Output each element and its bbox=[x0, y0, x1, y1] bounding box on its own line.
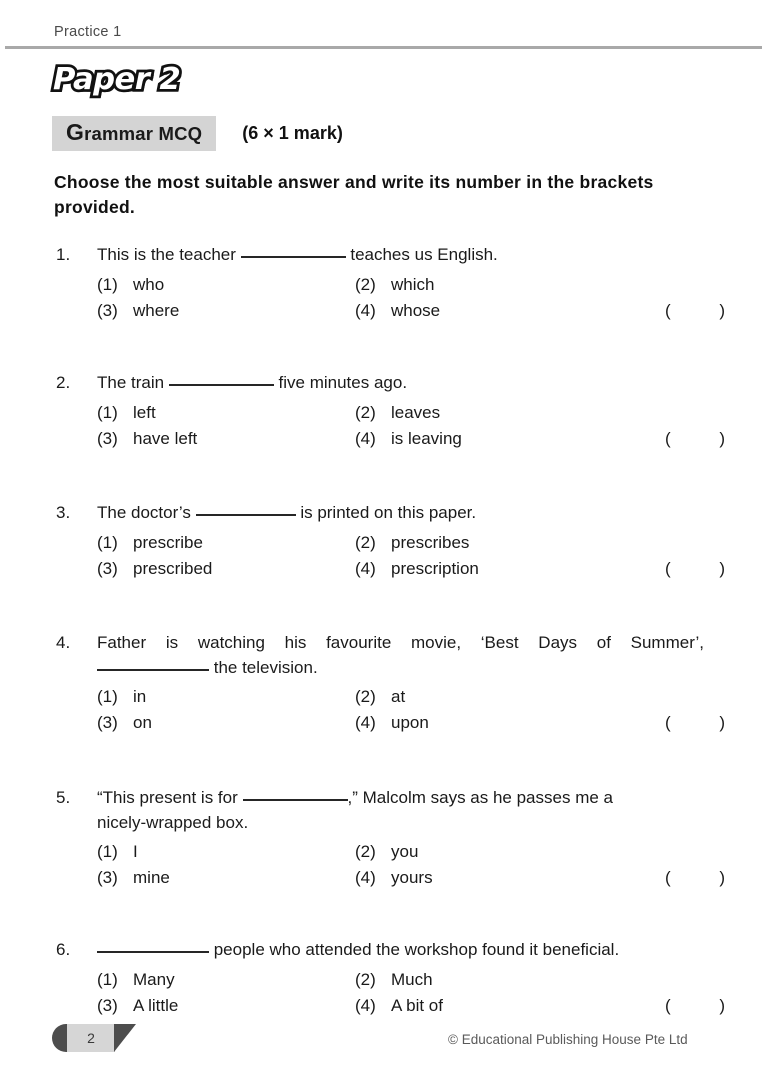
stem-after-blank: ,” Malcolm says as he passes me a bbox=[347, 788, 613, 807]
question-number: 5. bbox=[56, 788, 71, 807]
page-title: Paper 2 bbox=[53, 62, 181, 97]
bracket-open: ( bbox=[665, 428, 671, 448]
question-item bbox=[56, 631, 725, 736]
question-number: 2. bbox=[56, 373, 71, 392]
section-header bbox=[52, 116, 343, 151]
option-text: whose bbox=[391, 300, 441, 320]
page-tab-arrow-icon bbox=[114, 1024, 136, 1052]
option-4[interactable] bbox=[355, 710, 429, 736]
option-2[interactable] bbox=[355, 839, 418, 865]
bracket-close: ) bbox=[719, 995, 725, 1015]
option-3[interactable] bbox=[97, 710, 152, 736]
bracket-open: ( bbox=[665, 995, 671, 1015]
option-row bbox=[97, 298, 725, 324]
answer-bracket-field[interactable] bbox=[665, 298, 725, 324]
question-text bbox=[97, 938, 704, 963]
question-stem bbox=[56, 371, 704, 396]
option-label: (2) bbox=[355, 969, 376, 989]
option-1[interactable] bbox=[97, 684, 146, 710]
option-1[interactable] bbox=[97, 400, 156, 426]
answer-blank[interactable] bbox=[241, 256, 346, 258]
option-text: left bbox=[133, 402, 156, 422]
option-text: have left bbox=[133, 428, 198, 448]
section-title-rest: rammar MCQ bbox=[84, 123, 203, 144]
option-text: in bbox=[133, 687, 147, 707]
bracket-open: ( bbox=[665, 558, 671, 578]
option-4[interactable] bbox=[355, 865, 433, 891]
option-3[interactable] bbox=[97, 556, 212, 582]
option-3[interactable] bbox=[97, 298, 179, 324]
question-stem-line2: nicely-wrapped box. bbox=[97, 812, 249, 832]
bracket-open: ( bbox=[665, 300, 671, 320]
stem-before-blank: “This present is for bbox=[97, 788, 243, 807]
page-number: 2 bbox=[87, 1030, 95, 1046]
option-3[interactable] bbox=[97, 865, 170, 891]
option-label: (3) bbox=[97, 558, 118, 578]
question-number: 1. bbox=[56, 245, 71, 264]
stem-after-blank: people who attended the workshop found it beneficial. bbox=[209, 940, 620, 959]
option-1[interactable] bbox=[97, 530, 203, 556]
option-label: (3) bbox=[97, 713, 118, 733]
question-item bbox=[56, 243, 725, 324]
question-text bbox=[97, 243, 704, 268]
option-text: leaves bbox=[391, 402, 441, 422]
answer-bracket-field[interactable] bbox=[665, 426, 725, 452]
question-stem bbox=[56, 631, 704, 656]
option-text: yours bbox=[391, 868, 433, 888]
option-group bbox=[97, 839, 725, 891]
stem-before-blank: The doctor’s bbox=[97, 503, 196, 522]
option-row bbox=[97, 865, 725, 891]
option-1[interactable] bbox=[97, 272, 164, 298]
option-2[interactable] bbox=[355, 684, 405, 710]
option-label: (1) bbox=[97, 687, 118, 707]
option-text: mine bbox=[133, 868, 170, 888]
question-item bbox=[56, 501, 725, 582]
option-3[interactable] bbox=[97, 993, 178, 1019]
option-row bbox=[97, 426, 725, 452]
option-text: at bbox=[391, 687, 406, 707]
option-label: (4) bbox=[355, 558, 376, 578]
option-row bbox=[97, 839, 704, 865]
answer-bracket-field[interactable] bbox=[665, 865, 725, 891]
option-label: (4) bbox=[355, 995, 376, 1015]
option-label: (3) bbox=[97, 300, 118, 320]
question-stem bbox=[56, 938, 704, 963]
option-text: A bit of bbox=[391, 995, 443, 1015]
option-group bbox=[97, 967, 725, 1019]
option-label: (4) bbox=[355, 300, 376, 320]
option-2[interactable] bbox=[355, 400, 440, 426]
option-label: (2) bbox=[355, 532, 376, 552]
bracket-open: ( bbox=[665, 868, 671, 888]
option-group bbox=[97, 530, 725, 582]
option-label: (2) bbox=[355, 402, 376, 422]
option-row bbox=[97, 993, 725, 1019]
option-label: (1) bbox=[97, 274, 118, 294]
question-text bbox=[97, 371, 704, 396]
option-label: (4) bbox=[355, 868, 376, 888]
option-group bbox=[97, 400, 725, 452]
header-divider bbox=[5, 46, 762, 49]
option-text: on bbox=[133, 713, 152, 733]
question-item bbox=[56, 786, 725, 891]
option-text: which bbox=[391, 274, 435, 294]
option-row bbox=[97, 967, 704, 993]
stem-after-blank: five minutes ago. bbox=[273, 373, 408, 392]
option-label: (1) bbox=[97, 842, 118, 862]
answer-blank[interactable] bbox=[169, 384, 274, 386]
option-label: (3) bbox=[97, 995, 118, 1015]
stem-before-blank: This is the teacher bbox=[97, 245, 241, 264]
answer-bracket-field[interactable] bbox=[665, 993, 725, 1019]
option-label: (2) bbox=[355, 842, 376, 862]
section-title-chip bbox=[52, 116, 216, 151]
option-text: prescribes bbox=[391, 532, 470, 552]
option-4[interactable] bbox=[355, 556, 479, 582]
stem-after-blank: the television. bbox=[209, 657, 318, 677]
question-number: 6. bbox=[56, 940, 71, 959]
option-group bbox=[97, 684, 725, 736]
question-number: 3. bbox=[56, 503, 71, 522]
question-stem bbox=[56, 501, 704, 526]
question-text bbox=[97, 786, 704, 811]
question-number: 4. bbox=[56, 633, 71, 652]
instruction-text: Choose the most suitable answer and write its number in the brackets provided. bbox=[54, 172, 654, 217]
option-row bbox=[97, 556, 725, 582]
answer-blank[interactable] bbox=[243, 799, 348, 801]
answer-bracket-field[interactable] bbox=[665, 556, 725, 582]
option-group bbox=[97, 272, 725, 324]
stem-after-blank: is printed on this paper. bbox=[295, 503, 477, 522]
option-text: prescribed bbox=[133, 558, 213, 578]
option-row bbox=[97, 272, 704, 298]
option-text: Many bbox=[133, 969, 175, 989]
copyright-notice: © Educational Publishing House Pte Ltd bbox=[448, 1032, 688, 1047]
option-label: (3) bbox=[97, 428, 118, 448]
question-item bbox=[56, 371, 725, 452]
option-row bbox=[97, 710, 725, 736]
option-label: (4) bbox=[355, 428, 376, 448]
option-2[interactable] bbox=[355, 967, 433, 993]
option-4[interactable] bbox=[355, 993, 443, 1019]
stem-before-blank: The train bbox=[97, 373, 169, 392]
option-row bbox=[97, 400, 704, 426]
option-label: (1) bbox=[97, 402, 118, 422]
option-row bbox=[97, 530, 704, 556]
bracket-close: ) bbox=[719, 428, 725, 448]
stem-after-blank: teaches us English. bbox=[345, 245, 498, 264]
section-marks: (6 × 1 mark) bbox=[242, 123, 343, 143]
option-text: you bbox=[391, 842, 419, 862]
option-4[interactable] bbox=[355, 298, 440, 324]
option-2[interactable] bbox=[355, 272, 434, 298]
bracket-close: ) bbox=[719, 300, 725, 320]
question-stem bbox=[56, 243, 704, 268]
option-text: prescription bbox=[391, 558, 479, 578]
answer-blank[interactable] bbox=[196, 514, 296, 516]
option-text: upon bbox=[391, 713, 429, 733]
option-4[interactable] bbox=[355, 426, 462, 452]
option-label: (3) bbox=[97, 868, 118, 888]
question-stem bbox=[56, 786, 704, 811]
answer-blank[interactable] bbox=[97, 951, 209, 953]
option-text: is leaving bbox=[391, 428, 462, 448]
option-label: (2) bbox=[355, 687, 376, 707]
option-row bbox=[97, 684, 704, 710]
question-item bbox=[56, 938, 725, 1019]
bracket-close: ) bbox=[719, 868, 725, 888]
option-text: prescribe bbox=[133, 532, 203, 552]
option-label: (1) bbox=[97, 969, 118, 989]
option-label: (2) bbox=[355, 274, 376, 294]
answer-bracket-field[interactable] bbox=[665, 710, 725, 736]
option-2[interactable] bbox=[355, 530, 469, 556]
option-1[interactable] bbox=[97, 839, 138, 865]
question-text bbox=[97, 501, 704, 526]
option-text: Much bbox=[391, 969, 433, 989]
question-text: Father is watching his favourite movie, ‘Best Days of Summer’, bbox=[97, 633, 704, 652]
option-label: (4) bbox=[355, 713, 376, 733]
bracket-open: ( bbox=[665, 713, 671, 733]
answer-blank[interactable] bbox=[97, 669, 209, 671]
option-text: where bbox=[133, 300, 180, 320]
bracket-close: ) bbox=[719, 713, 725, 733]
running-head: Practice 1 bbox=[54, 24, 122, 40]
option-label: (1) bbox=[97, 532, 118, 552]
option-3[interactable] bbox=[97, 426, 197, 452]
option-text: I bbox=[133, 842, 138, 862]
page-number-tab bbox=[52, 1024, 137, 1052]
question-stem-line2 bbox=[97, 656, 704, 681]
section-title-initial: G bbox=[66, 119, 85, 145]
bracket-close: ) bbox=[719, 558, 725, 578]
option-1[interactable] bbox=[97, 967, 175, 993]
option-text: A little bbox=[133, 995, 179, 1015]
option-text: who bbox=[133, 274, 165, 294]
